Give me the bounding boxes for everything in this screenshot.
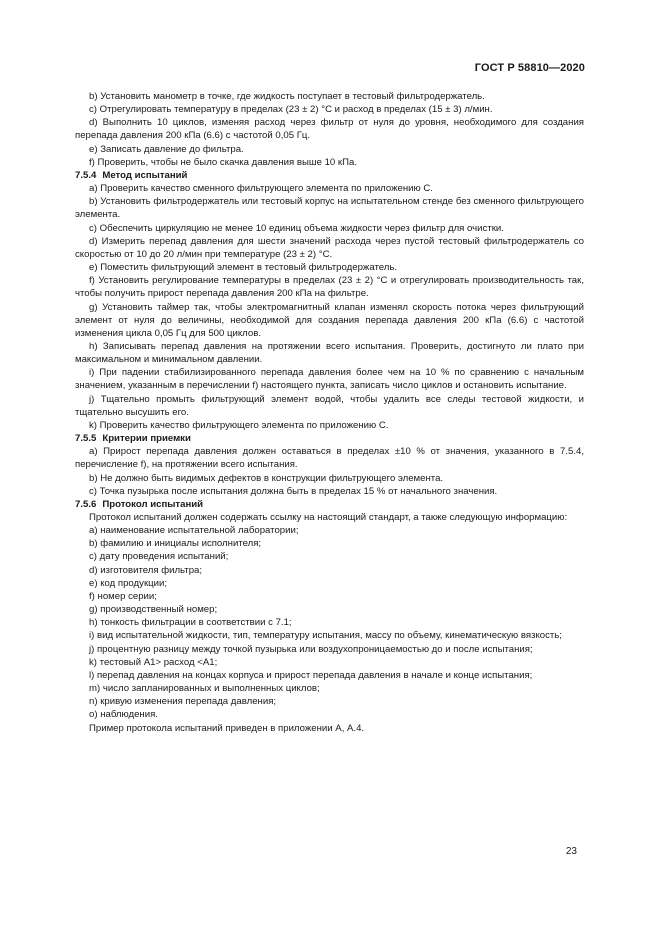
list-item: е) Поместить фильтрующий элемент в тестовый фильтродержатель. — [89, 262, 398, 274]
list-item: е) Записать давление до фильтра. — [89, 143, 244, 155]
list-item: с) Точка пузырька после испытания должна быть в пределах 15 % от начального значения. — [89, 485, 498, 497]
list-item: l) перепад давления на концах корпуса и прирост перепада давления в начале и конце испытания; — [89, 669, 533, 681]
section-number: 7.5.6 — [75, 498, 97, 510]
list-item: f) Установить регулирование температуры в пределах (23 ± 2) °С и отрегулировать производительность так, чтобы получить прирост перепада давления 200 кПа на фильтре. — [75, 275, 584, 300]
list-item: d) Измерить перепад давления для шести значений расхода через пустой тестовый фильтродержатель со скоростью от 10 до 20 л/мин при температуре (23 ± 2) °С. — [75, 235, 584, 260]
section-title: Протокол испытаний — [102, 498, 204, 510]
list-item: b) фамилию и инициалы исполнителя; — [89, 538, 262, 550]
list-item: i) вид испытательной жидкости, тип, температуру испытания, массу по объему, кинематическую вязкость; — [89, 630, 562, 642]
list-item: Протокол испытаний должен содержать ссылку на настоящий стандарт, а также следующую информацию: — [89, 512, 568, 523]
list-item: b) Не должно быть видимых дефектов в конструкции фильтрующего элемента. — [89, 472, 444, 484]
section-number: 7.5.5 — [75, 433, 97, 445]
page-number: 23 — [565, 846, 577, 857]
list-item: a) наименование испытательной лаборатории; — [89, 525, 299, 537]
section-heading — [75, 498, 584, 511]
list-item: Пример протокола испытаний приведен в приложении А, А.4. — [89, 722, 365, 734]
list-item: h) тонкость фильтрации в соответствии с 7.1; — [89, 617, 292, 629]
section-title: Метод испытаний — [102, 169, 188, 181]
list-item: i) При падении стабилизированного перепада давления более чем на 10 % по сравнению с начальным значением, указанным в перечислении f) настоящего пункта, записать число циклов и остановить испытание. — [75, 367, 584, 392]
list-item: j) Тщательно промыть фильтрующий элемент водой, чтобы удалить все следы тестовой жидкости, и тщательно высушить его. — [75, 393, 584, 418]
list-item: с) Обеспечить циркуляцию не менее 10 единиц объема жидкости через фильтр для очистки. — [89, 222, 504, 234]
list-item: b) Установить манометр в точке, где жидкость поступает в тестовый фильтродержатель. — [89, 91, 485, 102]
list-item: a) Проверить качество сменного фильтрующего элемента по приложению С. — [89, 183, 433, 195]
list-item: a) Прирост перепада давления должен оставаться в пределах ±10 % от значения, указанного в 7.5.4, перечисление f), на протяжении всего испытания. — [75, 446, 584, 471]
list-item: g) Установить таймер так, чтобы электромагнитный клапан изменял скорость потока через фильтрующий элемент от нуля до величины, необходимой для создания перепада давления 200 кПа (6.6) с частотой изменения цикла 0,05 Гц для 500 циклов. — [75, 301, 584, 339]
list-item: g) производственный номер; — [89, 604, 218, 616]
document-body — [75, 90, 584, 735]
list-item: d) изготовителя фильтра; — [89, 564, 203, 576]
list-item: n) кривую изменения перепада давления; — [89, 696, 277, 708]
list-item: о) наблюдения. — [89, 709, 158, 721]
list-item: k) тестовый А1> расход <А1; — [89, 656, 218, 668]
list-item: h) Записывать перепад давления на протяжении всего испытания. Проверить, достигнуто ли плато при максимальном и минимальном давлении. — [75, 340, 584, 366]
list-item: b) Установить фильтродержатель или тестовый корпус на испытательном стенде без сменного фильтрующего элемента. — [75, 196, 584, 221]
list-item: с) дату проведения испытаний; — [89, 551, 229, 563]
list-item: f) номер серии; — [89, 590, 157, 602]
list-item: f) Проверить, чтобы не было скачка давления выше 10 кПа. — [89, 156, 358, 168]
section-number: 7.5.4 — [75, 169, 97, 181]
list-item: е) код продукции; — [89, 577, 168, 589]
list-item: с) Отрегулировать температуру в пределах (23 ± 2) °С и расход в пределах (15 ± 3) л/мин. — [89, 104, 493, 116]
section-title: Критерии приемки — [102, 433, 191, 445]
list-item: d) Выполнить 10 циклов, изменяя расход через фильтр от нуля до уровня, необходимого для создания перепада давления 200 кПа (6.6) с частотой 0,05 Гц. — [75, 117, 584, 142]
list-item: k) Проверить качество фильтрующего элемента по приложению С. — [89, 419, 389, 431]
section-heading — [75, 432, 584, 445]
list-item: j) процентную разницу между точкой пузырька или воздухопроницаемостью до и после испытания; — [89, 643, 533, 655]
list-item: m) число запланированных и выполненных циклов; — [89, 683, 320, 695]
standard-designation: ГОСТ Р 58810—2020 — [474, 62, 585, 74]
section-heading — [75, 169, 584, 182]
